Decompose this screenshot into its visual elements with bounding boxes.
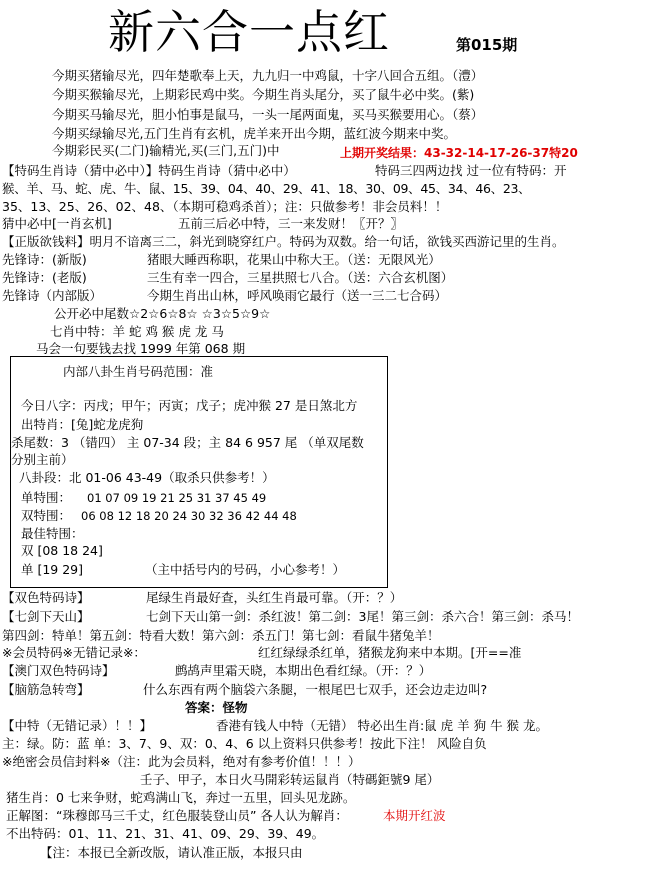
zhengxi-answer: 本期开红波 <box>383 808 446 823</box>
mimi-line: ※绝密会员信封料※（注：此为会员料，绝对有参考价值！！！） <box>2 754 361 769</box>
box-shuangte-label: 双特围： <box>21 508 72 523</box>
box-dan: 单 [19 29] <box>21 562 84 577</box>
qijian-heading: 【七剑下天山】 <box>2 609 90 624</box>
box-zuijia: 最佳特围： <box>21 526 84 541</box>
page-title: 新六合一点红 <box>108 5 390 59</box>
tema-heading: 【特码生肖诗（猜中必中）】特码生肖诗（猜中必中） <box>2 163 296 178</box>
naojin-heading: 【脑筋急转弯】 <box>2 682 90 697</box>
poem-line: 今期彩民买(二门)输精光,买(三门,五门)中 <box>52 143 280 158</box>
answer: 答案：怪物 <box>185 700 248 715</box>
box-bazi: 今日八字：丙戌；甲午；丙寅；戊子；虎冲猴 27 是日煞北方 <box>21 398 358 413</box>
tema-list-2: 35、13、25、26、02、48、（本期可稳鸡杀首）；注：只做参考！非会员料！！ <box>2 199 448 214</box>
shuangse-heading: 【双色特码诗】 <box>2 590 90 605</box>
buchu-line: 不出特码：01、11、21、31、41、09、29、39、49。 <box>6 826 325 841</box>
weishu-line: 公开必中尾数☆2☆6☆8☆ ☆3☆5☆9☆ <box>54 306 271 321</box>
issue-number: 第015期 <box>456 36 518 54</box>
xianfeng-text: 三生有幸一四合，三星拱照七八合。（送：六合玄机图） <box>147 270 454 285</box>
xianfeng-text: 今期生肖出山林，呼风唤雨它最行（送一三二七合码） <box>147 288 448 303</box>
bagua-box <box>10 356 388 588</box>
footer-note: 【注：本报已全新改版，请认准正版，本报只由 <box>40 845 303 860</box>
qijian-text: 七剑下天山第一剑：杀红波！第二剑：3尾！第三剑：杀六合！第三剑：杀马！ <box>146 609 579 624</box>
xianfeng-label: 先锋诗：(老版) <box>2 270 87 285</box>
zhu-line: 主：绿。防：蓝 单：3、7、9、双：0、4、6 以上资料只供参考！按此下注！ 风险自负 <box>2 736 487 751</box>
box-chute: 出特肖：[兔]蛇龙虎狗 <box>21 417 144 432</box>
box-shawei: 杀尾数：3 （错四） 主 07-34 段；主 84 6 957 尾 （单双尾数 <box>11 435 364 450</box>
box-dante-values: 01 07 09 19 21 25 31 37 45 49 <box>87 491 267 505</box>
box-note: （主中括号内的号码，小心参考！） <box>145 562 346 577</box>
naojin-text: 什么东西有两个脑袋六条腿，一根尾巴七双手，还会边走边叫? <box>143 682 488 697</box>
wucuo-heading: ※会员特码※无错记录※： <box>2 645 146 660</box>
poem-line: 今期买猴输尽光，上期彩民鸡中奖。今期生肖头尾分，买了鼠牛必中奖。(紫) <box>52 87 475 102</box>
box-shuang: 双 [08 18 24] <box>21 543 103 558</box>
zhengxi-line: 正解图：“珠穆郎马三千丈，红色服装登山员” 各人认为解肖： <box>6 808 348 823</box>
wucuo-text: 红红绿绿杀红单，猪猴龙狗来中本期。[开==准 <box>258 645 522 660</box>
last-result: 上期开奖结果：43-32-14-17-26-37特20 <box>340 146 578 160</box>
aomen-heading: 【澳门双色特码诗】 <box>2 663 115 678</box>
qijian-text-2: 第四剑：特单！第五剑：特看大数！第六剑：杀五门！第七剑：看鼠牛猪兔羊！ <box>2 628 440 643</box>
qixiao-line: 七肖中特：羊 蛇 鸡 猴 虎 龙 马 <box>50 324 224 339</box>
box-dante-label: 单特围： <box>21 490 72 505</box>
poem-line: 今期买马输尽光，胆小怕事是鼠马，一头一尾两面鬼，买马买猴要用心。（蔡） <box>52 107 484 122</box>
mahui-line: 马会一句要钱去找 1999 年第 068 期 <box>36 341 246 356</box>
box-heading: 内部八卦生肖号码范围：准 <box>63 364 214 379</box>
box-shuangte-values: 06 08 12 18 20 24 30 32 36 42 44 48 <box>81 509 297 523</box>
aomen-text: 鹧鸪声里霜天晓，本期出色看红绿。（开：？） <box>175 663 432 678</box>
xianfeng-label: 先锋诗（内部版） <box>2 288 103 303</box>
xianfeng-label: 先锋诗：(新版) <box>2 252 87 267</box>
box-shawei-2: 分别主前） <box>11 452 74 467</box>
xianfeng-text: 猪眼大睡西称职，花果山中称大王。（送：无限风光） <box>147 252 441 267</box>
box-bagua: 八卦段：北 01-06 43-49（取杀只供参考！） <box>19 470 275 485</box>
tema-hint: 特码三四两边找 过一位有特码：开 <box>375 163 567 178</box>
tema-list: 猴、羊、马、蛇、虎、牛、鼠、15、39、04、40、29、41、18、30、09、45、34、46、23、 <box>2 181 531 196</box>
poem-line: 今期买猪输尽光，四年楚歌奉上天，九九归一中鸡鼠，十字八回合五组。（澧） <box>52 68 484 83</box>
shuangse-text: 尾绿生肖最好查，头红生肖最可靠。（开：？） <box>146 590 403 605</box>
guess-heading: 猜中必中[一肖玄机] <box>2 216 112 231</box>
zhongte-text: 香港有钱人中特（无错） 特必出生肖:鼠 虎 羊 狗 牛 猴 龙。 <box>216 718 549 733</box>
zhengban-line: 【正版欲钱料】明月不谙离三二，斜光到晓穿红户。特码为双数。给一句话，欲钱买西游记里的生肖。 <box>2 234 565 249</box>
renzi-line: 壬子、甲子，本日火马開彩转运鼠肖（特碼鉅號9 尾） <box>140 772 440 787</box>
zhushengxiao-line: 猪生肖：0 七来争财，蛇鸡满山飞，奔过一五里，回头见龙跡。 <box>6 790 356 805</box>
guess-text: 五前三后必中特，三一来发财！〖开？〗 <box>178 216 404 231</box>
zhongte-heading: 【中特（无错记录）！！】 <box>2 718 153 733</box>
poem-line: 今期买绿输尽光,五门生肖有玄机，虎羊来开出今期，蓝红波今期来中奖。 <box>52 126 456 141</box>
